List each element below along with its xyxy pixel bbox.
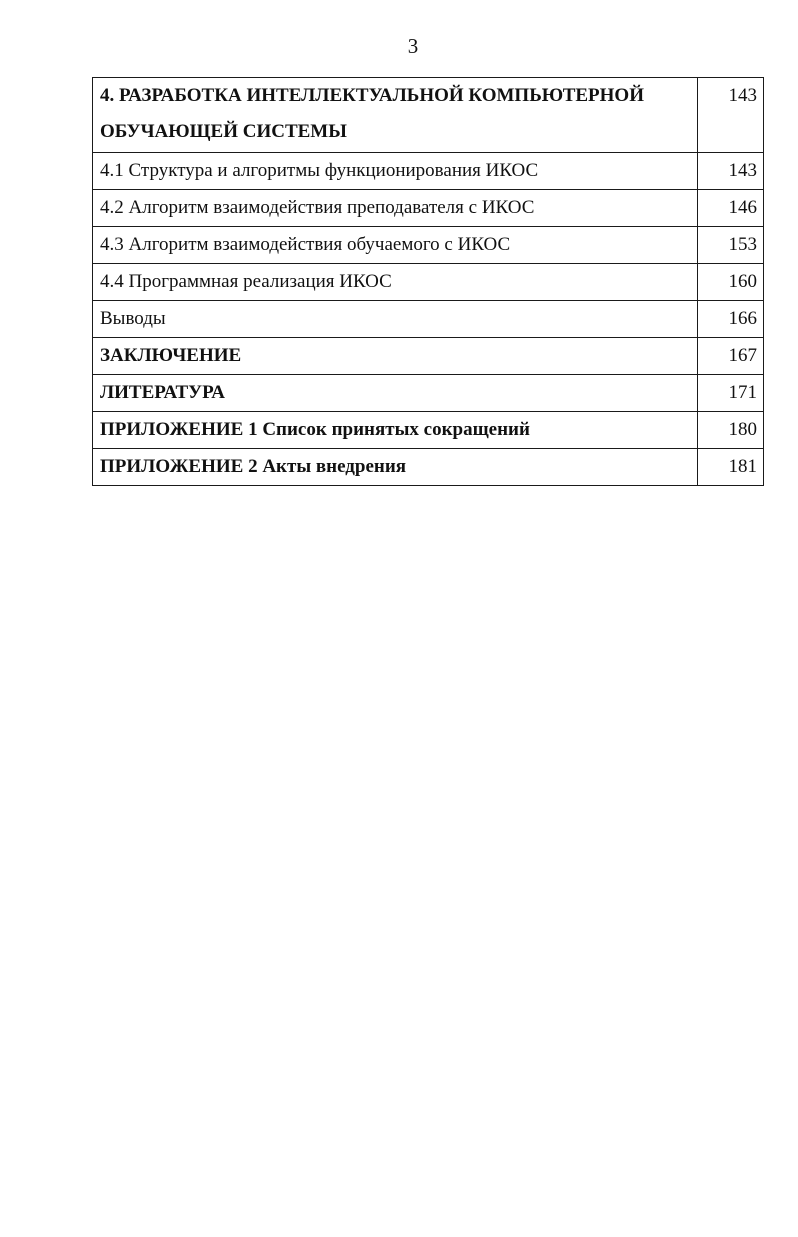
toc-entry-title: 4. РАЗРАБОТКА ИНТЕЛЛЕКТУАЛЬНОЙ КОМПЬЮТЕРНОЙ ОБУЧАЮЩЕЙ СИСТЕМЫ [93, 78, 698, 153]
toc-entry-title: 4.3 Алгоритм взаимодействия обучаемого с ИКОС [93, 227, 698, 264]
toc-row-section-4-3 [93, 227, 764, 264]
table-of-contents [92, 77, 764, 486]
toc-entry-title: 4.1 Структура и алгоритмы функционирования ИКОС [93, 153, 698, 190]
toc-entry-title: Выводы [93, 301, 698, 338]
toc-entry-title: 4.4 Программная реализация ИКОС [93, 264, 698, 301]
toc-row-literature [93, 375, 764, 412]
toc-entry-page: 143 [698, 78, 764, 153]
toc-entry-title: 4.2 Алгоритм взаимодействия преподавателя с ИКОС [93, 190, 698, 227]
toc-entry-page: 160 [698, 264, 764, 301]
toc-entry-page: 171 [698, 375, 764, 412]
toc-entry-page: 143 [698, 153, 764, 190]
toc-row-conclusions [93, 301, 764, 338]
toc-entry-page: 181 [698, 449, 764, 486]
toc-row-section-4-2 [93, 190, 764, 227]
toc-entry-page: 167 [698, 338, 764, 375]
toc-entry-page: 166 [698, 301, 764, 338]
toc-row-section-4-4 [93, 264, 764, 301]
toc-row-appendix-1 [93, 412, 764, 449]
toc-entry-title: ПРИЛОЖЕНИЕ 2 Акты внедрения [93, 449, 698, 486]
toc-entry-page: 146 [698, 190, 764, 227]
toc-row-appendix-2 [93, 449, 764, 486]
toc-entry-title: ПРИЛОЖЕНИЕ 1 Список принятых сокращений [93, 412, 698, 449]
page-number: 3 [407, 34, 419, 58]
toc-row-section-4-1 [93, 153, 764, 190]
toc-row-chapter-4 [93, 78, 764, 153]
toc-entry-title: ЛИТЕРАТУРА [93, 375, 698, 412]
toc-entry-title: ЗАКЛЮЧЕНИЕ [93, 338, 698, 375]
toc-row-final-conclusion [93, 338, 764, 375]
toc-entry-page: 180 [698, 412, 764, 449]
toc-entry-page: 153 [698, 227, 764, 264]
